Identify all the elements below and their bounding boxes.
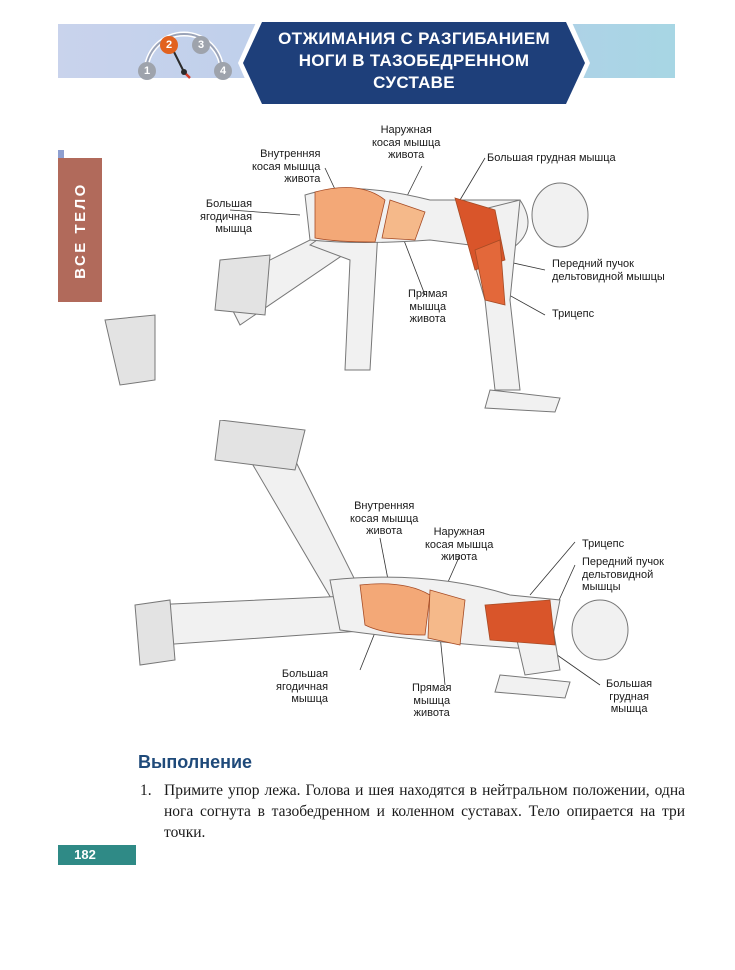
label-bottom-external-oblique: Наружная косая мышца живота	[425, 526, 494, 563]
label-bottom-triceps: Трицепс	[582, 538, 625, 550]
level-1-badge: 1	[138, 62, 156, 80]
label-top-pec-major: Большая грудная мышца	[487, 152, 616, 164]
level-4-badge: 4	[214, 62, 232, 80]
label-bottom-pec-major: Большая грудная мышца	[606, 678, 653, 715]
level-2-badge-active: 2	[160, 36, 178, 54]
label-bottom-glute-max: Большая ягодичная мышца	[276, 668, 329, 705]
title-banner	[238, 18, 590, 108]
section-side-tab	[58, 158, 102, 302]
label-top-glute-max: Большая ягодичная мышца	[200, 198, 253, 235]
page-number: 182	[74, 847, 96, 862]
step-text: Примите упор лежа. Голова и шея находятся в нейтральном положении, одна нога согнута в тазобедренном и коленном суставах. Тело опирается на три точки.	[164, 782, 685, 841]
level-3-badge: 3	[192, 36, 210, 54]
instruction-step	[140, 780, 685, 843]
title-line-2: НОГИ В ТАЗОБЕДРЕННОМ	[298, 51, 530, 70]
label-top-internal-oblique: Внутренняя косая мышца живота	[252, 148, 321, 185]
label-top-anterior-delt: Передний пучок дельтовидной мышцы	[552, 258, 665, 283]
side-tab-label: ВСЕ ТЕЛО	[71, 181, 89, 279]
step-number: 1.	[140, 782, 152, 799]
title-line-3: СУСТАВЕ	[373, 73, 455, 92]
difficulty-gauge	[128, 30, 238, 82]
title-line-1: ОТЖИМАНИЯ С РАЗГИБАНИЕМ	[278, 29, 550, 48]
label-top-external-oblique: Наружная косая мышца живота	[372, 124, 441, 161]
section-heading: Выполнение	[138, 752, 253, 772]
label-bottom-rectus-abdominis: Прямая мышца живота	[412, 682, 452, 719]
label-bottom-anterior-delt: Передний пучок дельтовидной мышцы	[582, 556, 664, 593]
page-title	[238, 28, 590, 94]
label-top-rectus-abdominis: Прямая мышца живота	[408, 288, 448, 325]
label-top-triceps: Трицепс	[552, 308, 595, 320]
label-bottom-internal-oblique: Внутренняя косая мышца живота	[350, 500, 419, 537]
